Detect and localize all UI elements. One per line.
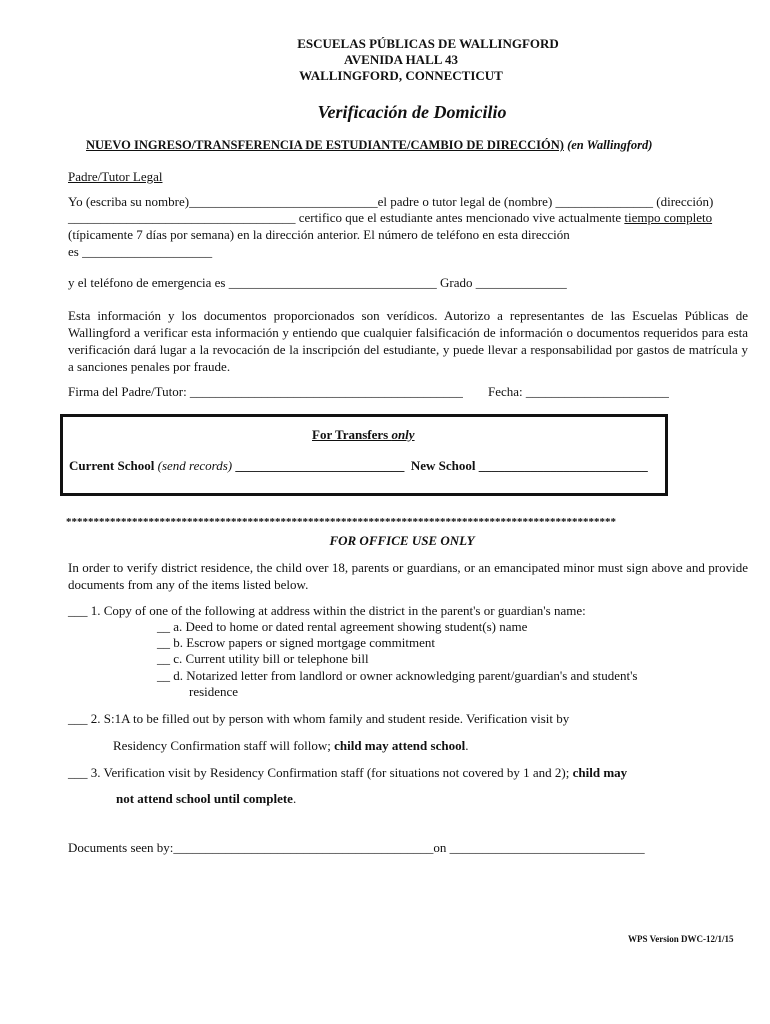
page-title: Verificación de Domicilio xyxy=(317,102,507,122)
parent-heading: Padre/Tutor Legal xyxy=(68,169,163,184)
item-3-text: ___ 3. Verification visit by Residency Confirmation staff (for situations not covered by 1 and 2); xyxy=(68,765,573,780)
phone-blank-line: es ____________________ xyxy=(68,244,213,259)
documents-seen-line: Documents seen by:________________________________________on ______________________________ xyxy=(68,840,645,855)
transfer-heading-only: only xyxy=(391,427,415,442)
statement-paragraph: Esta información y los documentos proporcionados son verídicos. Autorizo a representantes de las Escuelas Públicas de Wallingford a verificar esta información y entiendo que cualquier falsificación de información o documentos requeridos para esta verificación dará lugar a la revocación de la inscripción del estudiante, y puede llevar a responsabilidad por gastos de matrícula y a sanciones penales por fraude. xyxy=(68,308,748,374)
header-city: WALLINGFORD, CONNECTICUT xyxy=(299,68,503,83)
emergency-grade-line: y el teléfono de emergencia es ________________________________ Grado ______________ xyxy=(68,275,567,290)
item-3-bold: child may xyxy=(572,765,628,780)
signature-line: Firma del Padre/Tutor: __________________________________________ xyxy=(68,384,463,399)
address-blank: ___________________________________ xyxy=(68,210,296,225)
item-1d: __ d. Notarized letter from landlord or owner acknowledging parent/guardian's and student's xyxy=(157,668,638,683)
item-3 xyxy=(68,765,627,781)
item-2-bold: child may attend school xyxy=(334,738,466,753)
subtitle-main: NUEVO INGRESO/TRANSFERENCIA DE ESTUDIANTE/CAMBIO DE DIRECCIÓN) xyxy=(86,138,564,152)
item-1: ___ 1. Copy of one of the following at address within the district in the parent's or guardian's name: xyxy=(68,603,586,618)
item-3-cont xyxy=(116,791,296,807)
full-time-text: tiempo completo xyxy=(624,210,713,225)
separator-stars: **************************************************************************************************** xyxy=(66,516,616,528)
item-2-cont xyxy=(113,738,468,754)
subtitle-suffix: (en Wallingford) xyxy=(567,138,653,152)
transfer-fields xyxy=(69,458,648,474)
office-heading: FOR OFFICE USE ONLY xyxy=(329,533,475,548)
current-school-label: Current School xyxy=(69,458,155,473)
send-records-note: (send records) xyxy=(154,458,233,473)
transfer-heading xyxy=(312,427,415,443)
parent-name-line: Yo (escriba su nombre)_____________________________el padre o tutor legal de (nombre) _______________ (dirección) xyxy=(68,194,714,209)
new-school-label: New School xyxy=(410,458,476,473)
item-1c: __ c. Current utility bill or telephone bill xyxy=(157,651,369,666)
current-school-blank: __________________________ xyxy=(232,458,405,473)
item-2-text: Residency Confirmation staff will follow; xyxy=(113,738,335,753)
certify-text: certifico que el estudiante antes mencionado vive actualmente xyxy=(295,210,625,225)
item-3-end: . xyxy=(292,791,297,806)
item-2-end: . xyxy=(465,738,469,753)
item-1a: __ a. Deed to home or dated rental agreement showing student(s) name xyxy=(157,619,528,634)
new-school-blank: __________________________ xyxy=(475,458,648,473)
form-subtitle xyxy=(86,137,652,153)
date-line: Fecha: ______________________ xyxy=(488,384,669,399)
phone-line: (típicamente 7 días por semana) en la dirección anterior. El número de teléfono en esta dirección xyxy=(68,227,570,242)
transfer-heading-main: For Transfers xyxy=(312,427,392,442)
item-1b: __ b. Escrow papers or signed mortgage commitment xyxy=(157,635,435,650)
header-address: AVENIDA HALL 43 xyxy=(344,52,458,67)
header-district: ESCUELAS PÚBLICAS DE WALLINGFORD xyxy=(297,36,559,51)
item-3-cont-bold: not attend school until complete xyxy=(116,791,293,806)
item-1d-cont: residence xyxy=(189,684,239,699)
item-2: ___ 2. S:1A to be filled out by person with whom family and student reside. Verification visit by xyxy=(68,711,570,726)
transfer-box xyxy=(60,414,668,496)
version-footer: WPS Version DWC-12/1/15 xyxy=(628,934,734,944)
certify-line xyxy=(68,210,712,226)
office-intro: In order to verify district residence, the child over 18, parents or guardians, or an emancipated minor must sign above and provide documents from any of the items listed below. xyxy=(68,560,748,592)
